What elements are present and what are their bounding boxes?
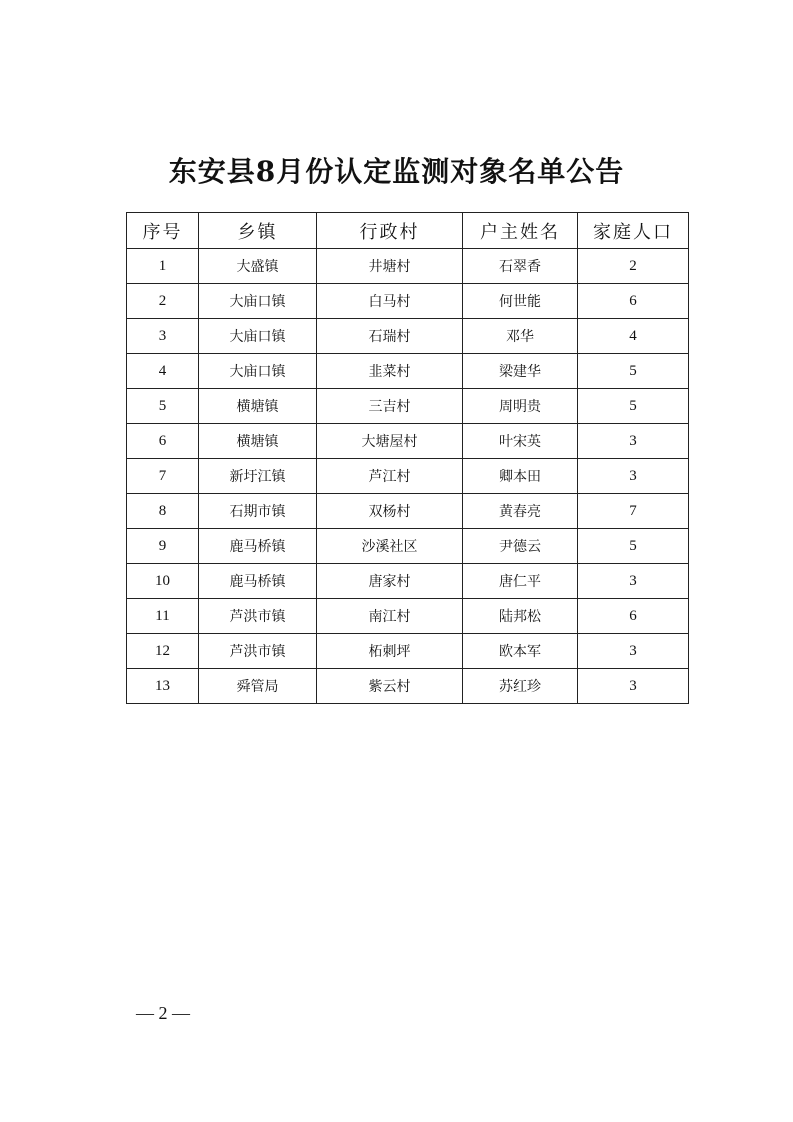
cell-index: 2 [127,284,199,319]
cell-index: 1 [127,249,199,284]
cell-township: 舜管局 [199,669,317,704]
cell-township: 芦洪市镇 [199,634,317,669]
cell-family-size: 7 [578,494,689,529]
monitoring-list-table [126,212,689,704]
table-row [127,669,689,704]
cell-index: 7 [127,459,199,494]
table-row [127,319,689,354]
cell-village: 大塘屋村 [317,424,463,459]
cell-index: 4 [127,354,199,389]
cell-township: 横塘镇 [199,389,317,424]
table-row [127,424,689,459]
cell-village: 芦江村 [317,459,463,494]
page-title: 东安县8月份认定监测对象名单公告 [168,155,625,188]
cell-village: 柘刺坪 [317,634,463,669]
cell-householder: 周明贵 [463,389,578,424]
cell-family-size: 2 [578,249,689,284]
cell-village: 三吉村 [317,389,463,424]
cell-family-size: 3 [578,424,689,459]
cell-township: 新圩江镇 [199,459,317,494]
cell-householder: 唐仁平 [463,564,578,599]
cell-township: 大庙口镇 [199,354,317,389]
cell-index: 8 [127,494,199,529]
cell-township: 芦洪市镇 [199,599,317,634]
cell-householder: 石翠香 [463,249,578,284]
cell-village: 韭菜村 [317,354,463,389]
cell-family-size: 3 [578,459,689,494]
table-row [127,599,689,634]
table-body [127,249,689,704]
cell-township: 石期市镇 [199,494,317,529]
cell-village: 沙溪社区 [317,529,463,564]
cell-index: 10 [127,564,199,599]
cell-householder: 陆邦松 [463,599,578,634]
cell-index: 9 [127,529,199,564]
cell-village: 唐家村 [317,564,463,599]
table-header-row [127,213,689,249]
cell-index: 12 [127,634,199,669]
cell-householder: 欧本军 [463,634,578,669]
cell-householder: 卿本田 [463,459,578,494]
cell-village: 井塘村 [317,249,463,284]
table-row [127,564,689,599]
cell-index: 3 [127,319,199,354]
table-row [127,634,689,669]
cell-township: 大庙口镇 [199,319,317,354]
cell-village: 南江村 [317,599,463,634]
cell-family-size: 5 [578,389,689,424]
table-row [127,529,689,564]
cell-village: 紫云村 [317,669,463,704]
cell-householder: 叶宋英 [463,424,578,459]
cell-householder: 黄春亮 [463,494,578,529]
column-header-township: 乡镇 [199,213,317,249]
table-row [127,459,689,494]
cell-family-size: 3 [578,634,689,669]
table-row [127,284,689,319]
cell-householder: 邓华 [463,319,578,354]
cell-village: 白马村 [317,284,463,319]
cell-village: 双杨村 [317,494,463,529]
cell-family-size: 3 [578,564,689,599]
cell-family-size: 5 [578,529,689,564]
column-header-family-size: 家庭人口 [578,213,689,249]
cell-family-size: 4 [578,319,689,354]
table-row [127,354,689,389]
cell-householder: 苏红珍 [463,669,578,704]
cell-township: 大庙口镇 [199,284,317,319]
cell-index: 13 [127,669,199,704]
cell-family-size: 5 [578,354,689,389]
cell-family-size: 6 [578,599,689,634]
column-header-householder: 户主姓名 [463,213,578,249]
cell-index: 5 [127,389,199,424]
table-row [127,494,689,529]
cell-township: 横塘镇 [199,424,317,459]
cell-township: 大盛镇 [199,249,317,284]
cell-village: 石瑞村 [317,319,463,354]
cell-householder: 尹德云 [463,529,578,564]
cell-householder: 何世能 [463,284,578,319]
page-number: — 2 — [136,1003,190,1023]
cell-family-size: 3 [578,669,689,704]
table-row [127,389,689,424]
column-header-index: 序号 [127,213,199,249]
table-row [127,249,689,284]
cell-township: 鹿马桥镇 [199,529,317,564]
column-header-village: 行政村 [317,213,463,249]
cell-family-size: 6 [578,284,689,319]
cell-township: 鹿马桥镇 [199,564,317,599]
cell-householder: 梁建华 [463,354,578,389]
cell-index: 11 [127,599,199,634]
cell-index: 6 [127,424,199,459]
